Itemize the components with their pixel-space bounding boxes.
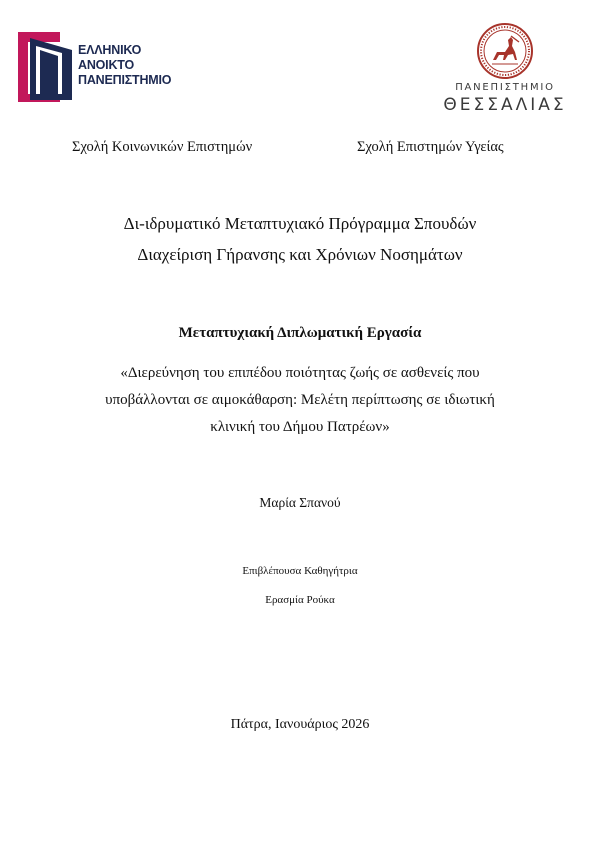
school-health-sciences: Σχολή Επιστημών Υγείας: [357, 139, 504, 155]
eap-logo-text: [78, 43, 171, 88]
supervisor-name: Ερασμία Ρούκα: [265, 594, 335, 606]
program-specialization: Διαχείριση Γήρανσης και Χρόνιων Νοσημάτων: [137, 245, 463, 264]
thesis-title-line: «Διερεύνηση του επιπέδου ποιότητας ζωής σε ασθενείς που: [120, 365, 480, 381]
program-name: Δι-ιδρυματικό Μεταπτυχιακό Πρόγραμμα Σπουδών: [123, 214, 477, 233]
uth-logo-line2: ΘΕΣΣΑΛΙΑΣ: [443, 95, 567, 115]
place-and-date: Πάτρα, Ιανουάριος 2026: [230, 717, 370, 732]
eap-logo-line1: ΕΛΛΗΝΙΚΟ: [78, 43, 142, 57]
eap-logo-mark-icon: [18, 28, 78, 104]
thesis-title-line: υποβάλλονται σε αιμοκάθαρση: Μελέτη περίπτωσης σε ιδιωτική: [105, 392, 495, 408]
eap-logo-line3: ΠΑΝΕΠΙΣΤΗΜΙΟ: [78, 73, 172, 87]
school-social-sciences: Σχολή Κοινωνικών Επιστημών: [72, 139, 253, 155]
thesis-type-heading: Μεταπτυχιακή Διπλωματική Εργασία: [178, 325, 422, 341]
university-of-thessaly-logo: [430, 22, 580, 117]
thesis-title-line: κλινική του Δήμου Πατρέων»: [210, 419, 390, 435]
centaur-seal-icon: [475, 22, 535, 80]
author-name: Μαρία Σπανού: [259, 495, 341, 510]
supervisor-label: Επιβλέπουσα Καθηγήτρια: [242, 565, 358, 577]
hellenic-open-university-logo: [18, 28, 193, 104]
eap-logo-line2: ΑΝΟΙΚΤΟ: [78, 58, 135, 72]
uth-logo-line1: ΠΑΝΕΠΙΣΤΗΜΙΟ: [455, 82, 555, 93]
